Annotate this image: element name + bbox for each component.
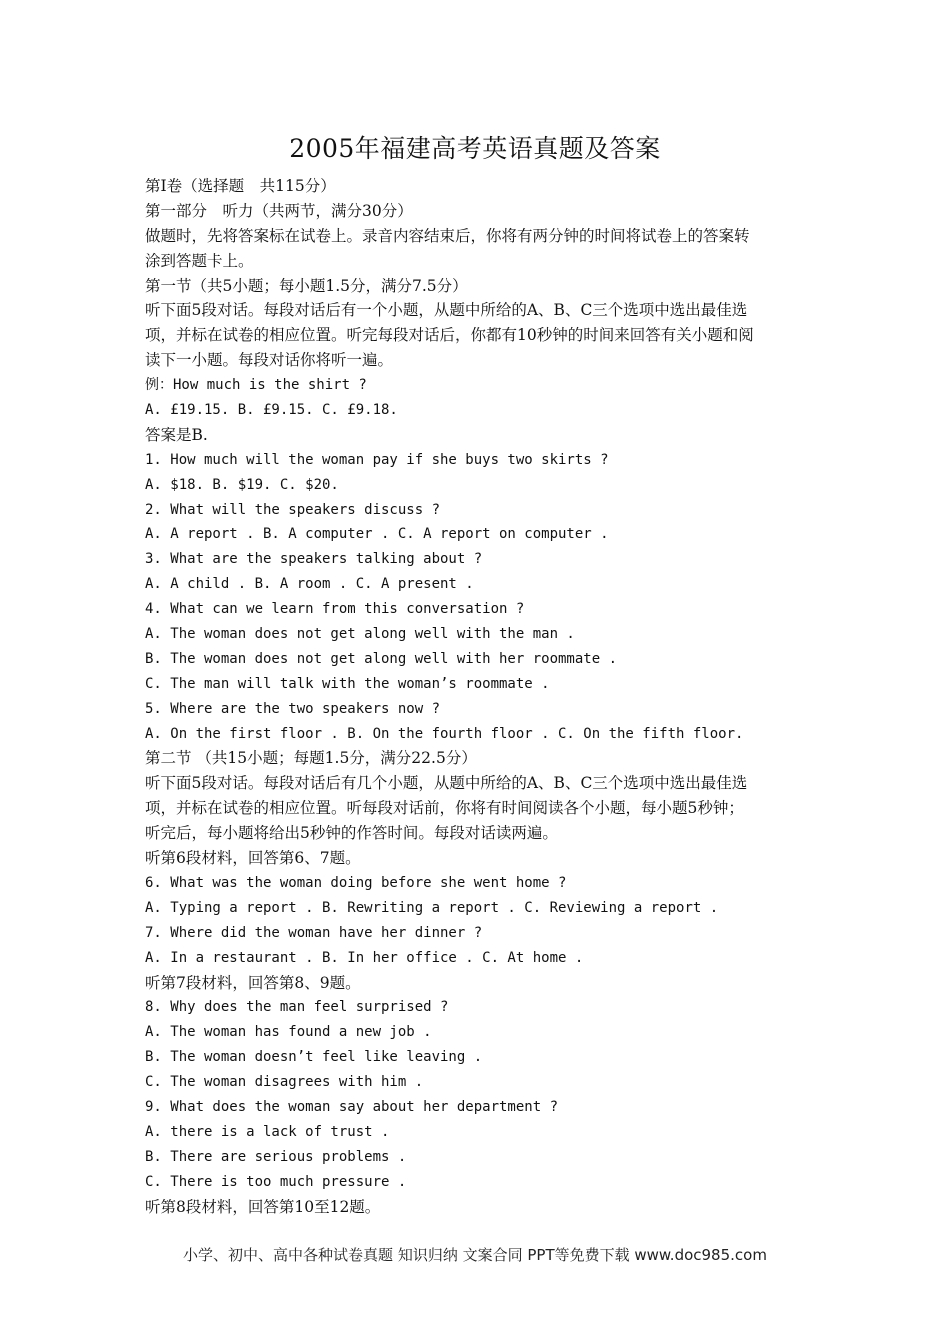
text-line: 1. How much will the woman pay if she buys two skirts ? xyxy=(145,451,609,468)
text-line: A. The woman does not get along well with the man . xyxy=(145,626,575,643)
text-line: 听完后，每小题将给出5秒钟的作答时间。每段对话读两遍。 xyxy=(145,824,558,843)
text-line: 3. What are the speakers talking about ? xyxy=(145,551,483,568)
text-line: A. there is a lack of trust . xyxy=(145,1123,390,1140)
text-line: 9. What does the woman say about her department ? xyxy=(145,1098,559,1115)
text-line: 听第7段材料，回答第8、9题。 xyxy=(145,973,361,992)
text-line: 项，并标在试卷的相应位置。听每段对话前，你将有时间阅读各个小题，每小题5秒钟； xyxy=(145,799,744,818)
text-line: 第一部分 听力（共两节，满分30分） xyxy=(145,201,413,220)
text-line: C. The man will talk with the woman’s roommate . xyxy=(145,675,550,692)
text-line: 5. Where are the two speakers now ? xyxy=(145,700,441,717)
text-line: A. Typing a report . B. Rewriting a report . C. Reviewing a report . xyxy=(145,899,719,916)
text-line: 涂到答题卡上。 xyxy=(145,251,254,270)
text-line: 4. What can we learn from this conversation ? xyxy=(145,601,525,618)
text-line: 第一节（共5小题；每小题1.5分，满分7.5分） xyxy=(145,276,468,295)
text-line: B. The woman doesn’t feel like leaving . xyxy=(145,1049,483,1066)
text-line: 答案是B. xyxy=(145,425,208,444)
text-line: 第二节 （共15小题；每题1.5分，满分22.5分） xyxy=(145,749,477,768)
text-line: 做题时，先将答案标在试卷上。录音内容结束后，你将有两分钟的时间将试卷上的答案转 xyxy=(145,226,750,245)
text-line: 7. Where did the woman have her dinner ? xyxy=(145,924,483,941)
text-line: 听下面5段对话。每段对话后有几个小题，从题中所给的A、B、C三个选项中选出最佳选 xyxy=(145,774,748,793)
text-line: B. There are serious problems . xyxy=(145,1148,407,1165)
text-line: A. £19.15. B. £9.15. C. £9.18. xyxy=(145,402,398,419)
document-title: 2005年福建高考英语真题及答案 xyxy=(289,134,661,163)
text-line: 听第6段材料，回答第6、7题。 xyxy=(145,849,361,868)
text-line: 读下一小题。每段对话你将听一遍。 xyxy=(145,351,394,370)
text-line: 6. What was the woman doing before she went home ? xyxy=(145,874,567,891)
text-line: A. A report . B. A computer . C. A report on computer . xyxy=(145,526,609,543)
text-line: B. The woman does not get along well with her roommate . xyxy=(145,650,618,667)
document-body xyxy=(145,174,815,1219)
text-line: 第Ⅰ卷（选择题 共115分） xyxy=(145,177,336,195)
text-line: 听第8段材料，回答第10至12题。 xyxy=(145,1197,381,1216)
text-line: A. In a restaurant . B. In her office . C. At home . xyxy=(145,949,584,966)
text-line: C. There is too much pressure . xyxy=(145,1173,407,1190)
text-line: A. On the first floor . B. On the fourth floor . C. On the fifth floor. xyxy=(145,725,744,742)
text-line: A. $18. B. $19. C. $20. xyxy=(145,476,339,493)
text-line: 8. Why does the man feel surprised ? xyxy=(145,999,449,1016)
text-line: C. The woman disagrees with him . xyxy=(145,1074,424,1091)
text-line: 听下面5段对话。每段对话后有一个小题，从题中所给的A、B、C三个选项中选出最佳选 xyxy=(145,301,748,320)
text-line: 例：How much is the shirt ? xyxy=(145,377,367,394)
text-line: 2. What will the speakers discuss ? xyxy=(145,501,441,518)
text-line: A. The woman has found a new job . xyxy=(145,1024,432,1041)
footer-banner: 小学、初中、高中各种试卷真题 知识归纳 文案合同 PPT等免费下载 www.doc985.com xyxy=(183,1246,767,1264)
text-line: 项，并标在试卷的相应位置。听完每段对话后，你都有10秒钟的时间来回答有关小题和阅 xyxy=(145,326,754,345)
text-line: A. A child . B. A room . C. A present . xyxy=(145,576,474,593)
